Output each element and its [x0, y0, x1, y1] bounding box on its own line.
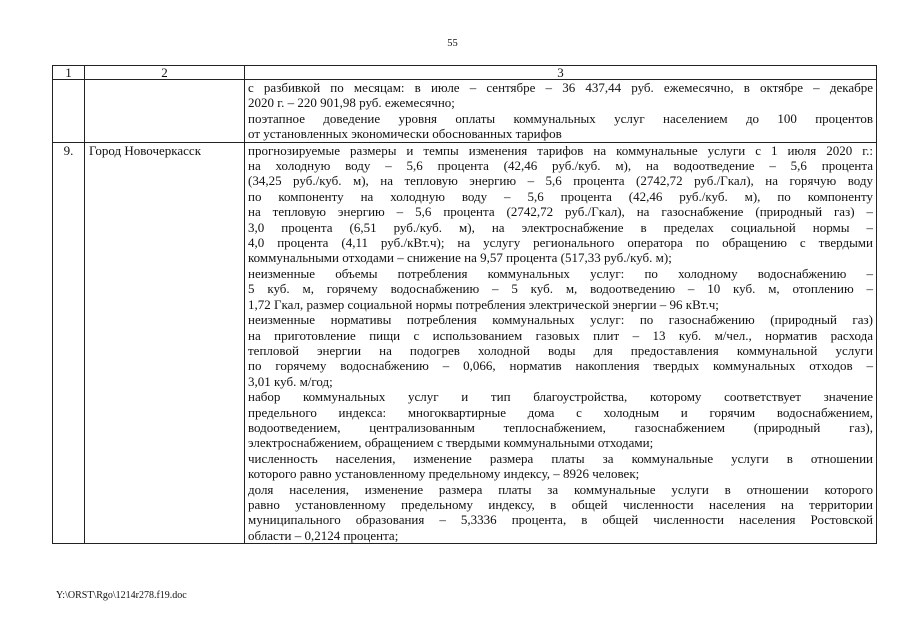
- table-row: [53, 142, 877, 544]
- paragraph: [248, 451, 873, 482]
- text-line: водоотведением, централизованным теплоснабжением, газоснабжением (природный газ),: [248, 419, 873, 435]
- text-line: неизменные нормативы потребления коммунальных услуг: по газоснабжению (природный газ): [248, 312, 873, 328]
- text-line: муниципального образования – 5,3336 процента, в общей численности населения Ростовской: [248, 512, 873, 528]
- paragraph: [248, 80, 873, 111]
- text-line: 4,0 процента (4,11 руб./кВт.ч); на услугу регионального оператора по обращению с твердыми: [248, 235, 873, 251]
- footer-file-path: Y:\ORST\Rgo\1214r278.f19.doc: [56, 590, 187, 601]
- paragraph: [248, 312, 873, 389]
- text-line: на тепловую энергию – 5,6 процента (2742,72 руб./Гкал), на газоснабжение (природный газ) –: [248, 204, 873, 220]
- paragraph: [248, 111, 873, 142]
- page-number: 55: [447, 38, 458, 49]
- description-cell: [245, 142, 877, 544]
- text-line: неизменные объемы потребления коммунальных услуг: по холодному водоснабжению –: [248, 265, 873, 281]
- paragraph: [248, 389, 873, 451]
- header-cell-col-2: 2: [85, 66, 245, 80]
- text-line: (34,25 руб./куб. м), на тепловую энергию – 5,6 процента (2742,72 руб./Гкал), на горячую воду: [248, 173, 873, 189]
- text-line: на холодную воду – 5,6 процента (42,46 руб./куб. м), на водоотведение – 5,6 процента: [248, 158, 873, 174]
- row-number-cell: [53, 80, 85, 143]
- text-line: 2020 г. – 220 901,98 руб. ежемесячно;: [248, 95, 455, 111]
- municipality-name-cell: [85, 80, 245, 143]
- text-line: поэтапное доведение уровня оплаты коммунальных услуг населением до 100 процентов: [248, 110, 873, 126]
- text-line: по горячему водоснабжению – 0,066, норматив накопления твердых коммунальных отходов –: [248, 358, 873, 374]
- text-line: предельного индекса: многоквартирные дома с холодным и горячим водоснабжением,: [248, 404, 873, 420]
- header-cell-col-3: 3: [245, 66, 877, 80]
- text-line: области – 0,2124 процента;: [248, 527, 399, 543]
- text-line: по компоненту на холодную воду – 5,6 процента (42,46 руб./куб. м), по компоненту: [248, 188, 873, 204]
- text-line: которого равно установленному предельному индексу, – 8926 человек;: [248, 466, 640, 482]
- text-line: на приготовление пищи с использованием газовых плит – 13 куб. м/чел., норматив расхода: [248, 327, 873, 343]
- text-line: 5 куб. м, горячему водоснабжению – 5 куб. м, водоотведению – 10 куб. м, отоплению –: [248, 281, 873, 297]
- text-line: 3,01 куб. м/год;: [248, 373, 333, 389]
- row-number-cell: 9.: [53, 142, 85, 544]
- table-header-row: [53, 66, 877, 80]
- description-cell: [245, 80, 877, 143]
- paragraph: [248, 266, 873, 312]
- paragraph: [248, 482, 873, 544]
- text-line: тепловой энергии на подогрев холодной воды для предоставления коммунальной услуги: [248, 342, 873, 358]
- text-line: коммунальными отходами – снижение на 9,57 процента (517,33 руб./куб. м);: [248, 250, 672, 266]
- table-row: [53, 80, 877, 143]
- text-line: прогнозируемые размеры и темпы изменения тарифов на коммунальные услуги с 1 июля 2020 г.:: [248, 142, 873, 158]
- text-line: равно установленному предельному индексу, в общей численности населения на территории: [248, 496, 873, 512]
- document-table: [52, 65, 877, 544]
- text-line: доля населения, изменение размера платы за коммунальные услуги в отношении которого: [248, 481, 873, 497]
- text-line: набор коммунальных услуг и тип благоустройства, которому соответствует значение: [248, 389, 873, 405]
- text-line: с разбивкой по месяцам: в июле – сентябре – 36 437,44 руб. ежемесячно, в октябре – декабре: [248, 80, 873, 95]
- text-line: численность населения, изменение размера платы за коммунальные услуги в отношении: [248, 450, 873, 466]
- text-line: от установленных экономически обоснованных тарифов: [248, 126, 562, 142]
- paragraph: [248, 143, 873, 266]
- text-line: 3,0 процента (6,51 руб./куб. м), на электроснабжение в пределах социальной нормы –: [248, 219, 873, 235]
- header-cell-col-1: 1: [53, 66, 85, 80]
- municipality-name-cell: Город Новочеркасск: [85, 142, 245, 544]
- text-line: электроснабжением, обращением с твердыми коммунальными отходами;: [248, 435, 654, 451]
- text-line: 1,72 Гкал, размер социальной нормы потребления электрической энергии – 96 кВт.ч;: [248, 296, 719, 312]
